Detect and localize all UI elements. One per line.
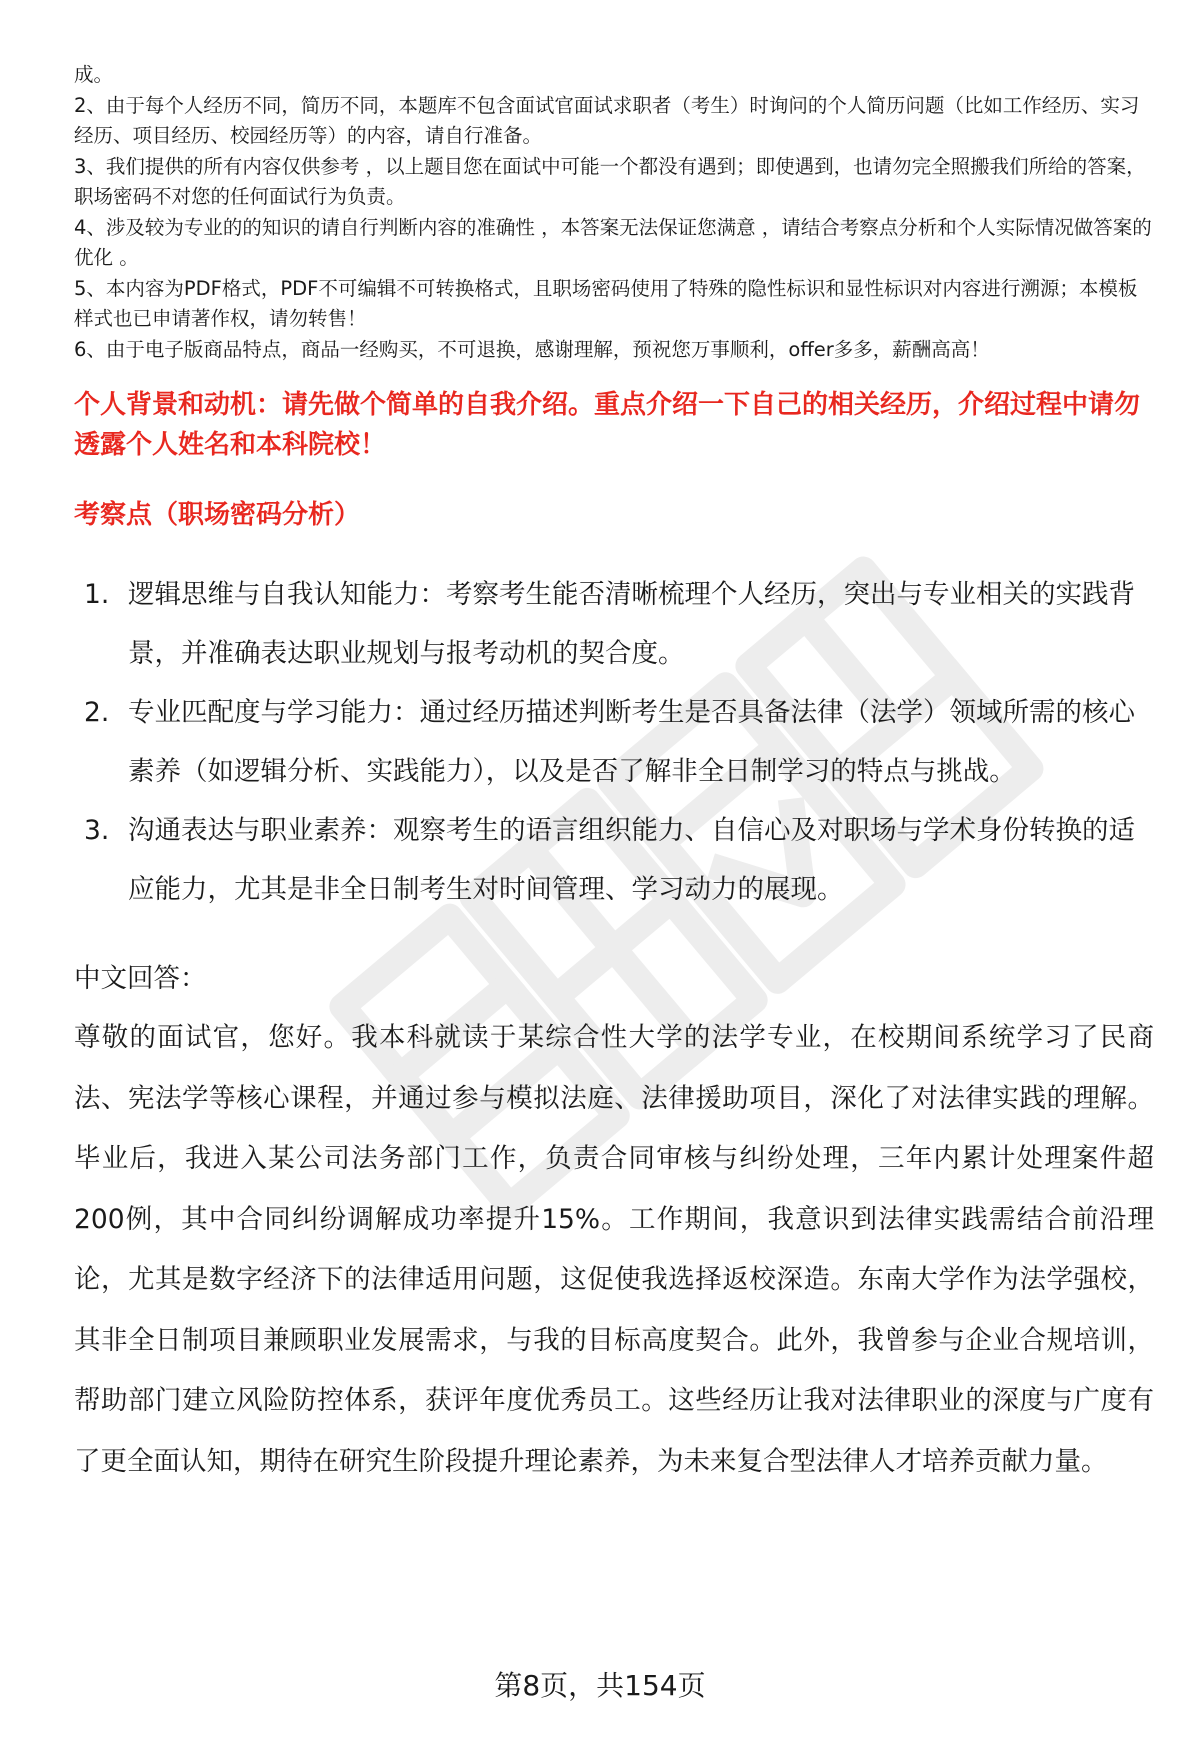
point-text: 沟通表达与职业素养：观察考生的语言组织能力、自信心及对职场与学术身份转换的适应能力，尤其是非全日制考生对时间管理、学习动力的展现。 xyxy=(128,815,1135,905)
point-number: 3. xyxy=(84,815,110,846)
note-item: 5、本内容为PDF格式，PDF不可编辑不可转换格式，且职场密码使用了特殊的隐性标识和显性标识对内容进行溯源；本模板样式也已申请著作权，请勿转售！ xyxy=(74,276,1138,330)
note-item: 3、我们提供的所有内容仅供参考 ，以上题目您在面试中可能一个都没有遇到；即使遇到，也请勿完全照搬我们所给的答案，职场密码不对您的任何面试行为负责。 xyxy=(74,154,1146,208)
point-text: 逻辑思维与自我认知能力：考察考生能否清晰梳理个人经历，突出与专业相关的实践背景，并准确表达职业规划与报考动机的契合度。 xyxy=(128,579,1135,669)
analysis-point xyxy=(74,683,1154,801)
analysis-points xyxy=(74,565,1154,919)
point-text: 专业匹配度与学习能力：通过经历描述判断考生是否具备法律（法学）领域所需的核心素养（如逻辑分析、实践能力），以及是否了解非全日制学习的特点与挑战。 xyxy=(128,697,1135,787)
point-number: 2. xyxy=(84,697,110,728)
note-item: 6、由于电子版商品特点，商品一经购买，不可退换，感谢理解，预祝您万事顺利，offer多多，薪酬高高！ xyxy=(74,337,990,361)
page-number: 第8页，共154页 xyxy=(494,1669,706,1702)
answer-label: 中文回答： xyxy=(74,963,207,994)
analysis-title: 考察点（职场密码分析） xyxy=(74,500,361,530)
note-item: 2、由于每个人经历不同，简历不同，本题库不包含面试官面试求职者（考生）时询问的个人简历问题（比如工作经历、实习经历、项目经历、校园经历等）的内容，请自行准备。 xyxy=(74,93,1140,147)
page-content xyxy=(74,60,1154,1492)
question-heading: 个人背景和动机：请先做个简单的自我介绍。重点介绍一下自己的相关经历，介绍过程中请勿透露个人姓名和本科院校！ xyxy=(74,390,1141,460)
note-item: 4、涉及较为专业的的知识的请自行判断内容的准确性 ，本答案无法保证您满意 ，请结合考察点分析和个人实际情况做答案的优化 。 xyxy=(74,215,1152,269)
analysis-point xyxy=(74,801,1154,919)
disclaimer-notes xyxy=(74,60,1154,365)
note-item: 成。 xyxy=(74,63,114,86)
answer-body: 尊敬的面试官，您好。我本科就读于某综合性大学的法学专业，在校期间系统学习了民商法、宪法学等核心课程，并通过参与模拟法庭、法律援助项目，深化了对法律实践的理解。毕业后，我进入某公司法务部门工作，负责合同审核与纠纷处理，三年内累计处理案件超200例，其中合同纠纷调解成功率提升15%。工作期间，我意识到法律实践需结合前沿理论，尤其是数字经济下的法律适用问题，这促使我选择返校深造。东南大学作为法学强校，其非全日制项目兼顾职业发展需求，与我的目标高度契合。此外，我曾参与企业合规培训，帮助部门建立风险防控体系，获评年度优秀员工。这些经历让我对法律职业的深度与广度有了更全面认知，期待在研究生阶段提升理论素养，为未来复合型法律人才培养贡献力量。 xyxy=(74,1022,1154,1477)
analysis-point xyxy=(74,565,1154,683)
point-number: 1. xyxy=(84,579,110,610)
